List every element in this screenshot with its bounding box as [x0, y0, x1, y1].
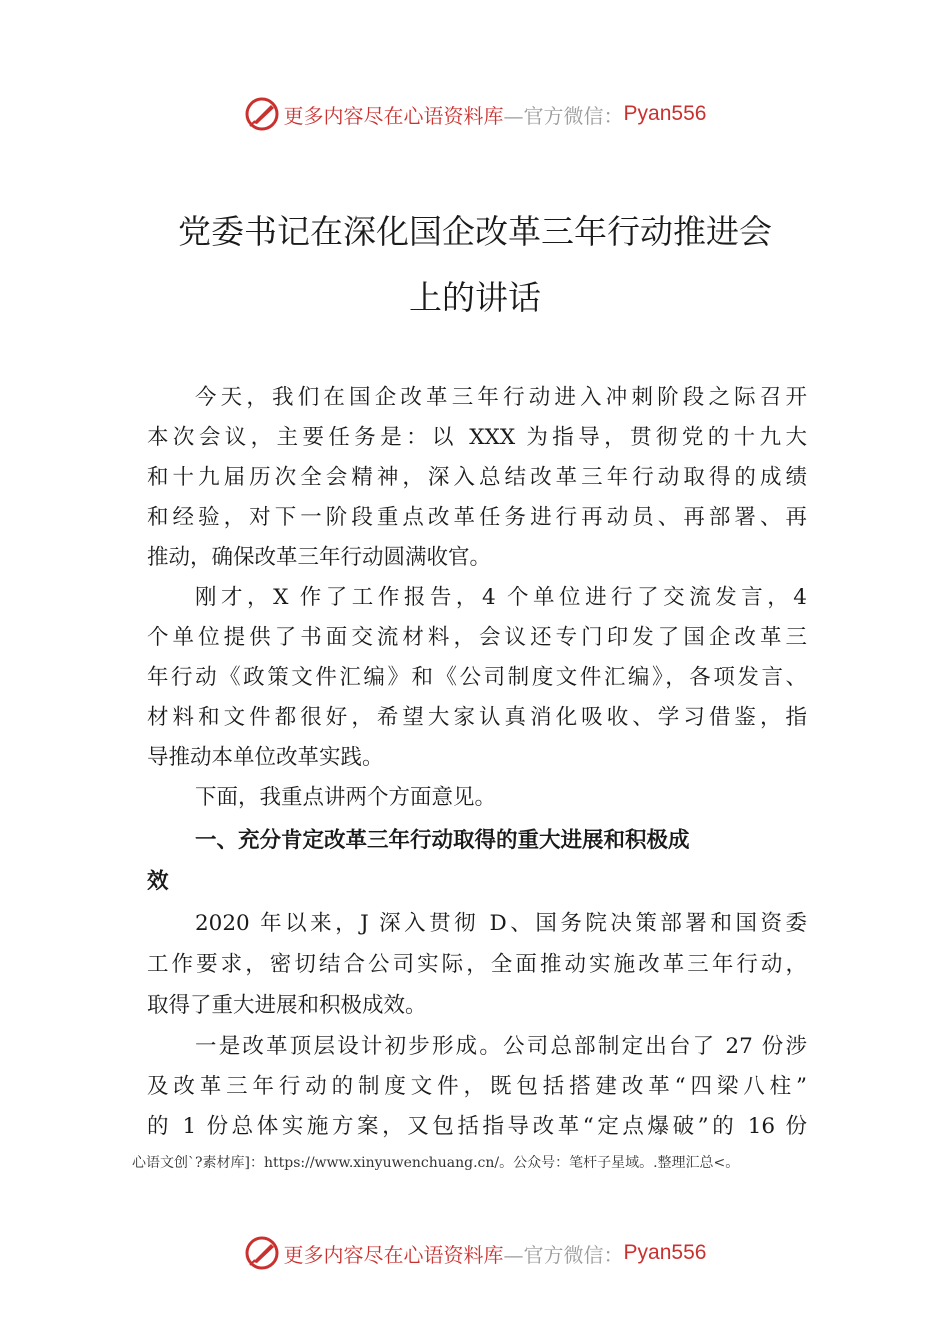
section-heading: 一、充分肯定改革三年行动取得的重大进展和积极成	[195, 828, 690, 853]
body-line: 年行动《政策文件汇编》和《公司制度文件汇编》，各项发言、	[147, 665, 807, 690]
source-note: 心语文创`?素材库]：https://www.xinyuwenchuang.cn/。公众号：笔杆子星域。.整理汇总<。	[132, 1155, 740, 1171]
body-line: 取得了重大进展和积极成效。	[147, 993, 427, 1018]
body-line: 个单位提供了书面交流材料，会议还专门印发了国企改革三	[147, 625, 807, 650]
banner-lead-text: 更多内容尽在心语资料库	[283, 1242, 504, 1267]
body-line: 和经验，对下一阶段重点改革任务进行再动员、再部署、再	[147, 505, 807, 530]
body-line: 及改革三年行动的制度文件，既包括搭建改革“四梁八柱”	[147, 1074, 807, 1099]
body-line: 材料和文件都很好，希望大家认真消化吸收、学习借鉴，指	[147, 705, 807, 730]
body-line: 的 1 份总体实施方案，又包括指导改革“定点爆破”的 16 份	[147, 1114, 807, 1139]
banner-official-text: —官方微信：	[503, 103, 624, 128]
banner-lead-text: 更多内容尽在心语资料库	[283, 103, 504, 128]
body-line: 下面，我重点讲两个方面意见。	[195, 785, 497, 810]
body-line: 刚才，X 作了工作报告，4 个单位进行了交流发言，4	[195, 585, 807, 610]
banner-wechat-id: Pyan556	[623, 1241, 707, 1264]
document-title-line-1: 党委书记在深化国企改革三年行动推进会	[178, 212, 772, 251]
quill-logo-icon	[244, 96, 280, 132]
body-line: 推动，确保改革三年行动圆满收官。	[147, 545, 492, 570]
body-line: 一是改革顶层设计初步形成。公司总部制定出台了 27 份涉	[195, 1034, 807, 1059]
footer-banner	[0, 1233, 950, 1273]
body-line: 和十九届历次全会精神，深入总结改革三年行动取得的成绩	[147, 465, 807, 490]
body-line: 工作要求，密切结合公司实际，全面推动实施改革三年行动，	[147, 952, 807, 977]
body-line: 今天，我们在国企改革三年行动进入冲刺阶段之际召开	[195, 385, 807, 410]
section-heading-continued: 效	[147, 869, 169, 894]
document-title-line-2: 上的讲话	[409, 278, 541, 317]
banner-official-text: —官方微信：	[503, 1242, 624, 1267]
body-line: 2020 年以来，J 深入贯彻 D、国务院决策部署和国资委	[195, 911, 807, 936]
body-line: 导推动本单位改革实践。	[147, 745, 384, 770]
banner-wechat-id: Pyan556	[623, 102, 707, 125]
quill-logo-icon	[244, 1235, 280, 1271]
body-line: 本次会议，主要任务是：以 XXX 为指导，贯彻党的十九大	[147, 425, 807, 450]
header-banner	[0, 94, 950, 134]
